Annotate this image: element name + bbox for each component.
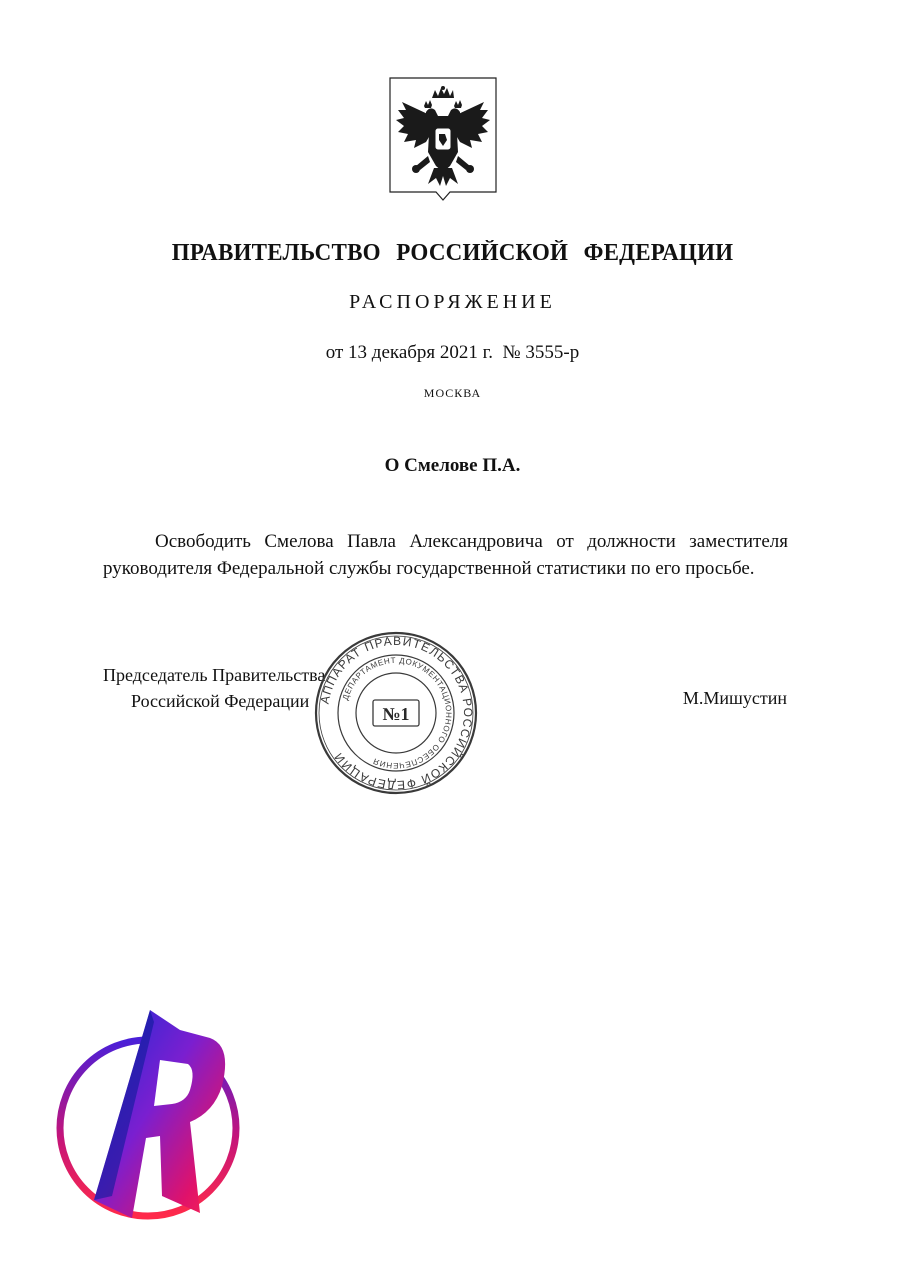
- signatory-title: [103, 662, 325, 714]
- logo-letter-r: [94, 1010, 225, 1218]
- document-body: Освободить Смелова Павла Александровича от должности заместителя руководителя Федеральной службы государственной статистики по его просьбе.: [103, 531, 788, 579]
- document-type: РАСПОРЯЖЕНИЕ: [349, 291, 556, 313]
- seal-outer-text: АППАРАТ ПРАВИТЕЛЬСТВА РОССИЙСКОЙ ФЕДЕРАЦИИ: [317, 633, 476, 793]
- signatory-name: М.Мишустин: [682, 688, 787, 708]
- coat-of-arms-emblem: [388, 76, 498, 202]
- seal-inner-text: ДЕПАРТАМЕНТ ДОКУМЕНТАЦИОННОГО ОБЕСПЕЧЕНИЯ: [340, 655, 454, 771]
- date-and-number: от 13 декабря 2021 г. № 3555-р: [325, 342, 580, 363]
- signatory-title-line2: Российской Федерации: [131, 691, 310, 711]
- city: МОСКВА: [423, 386, 482, 400]
- seal-number: №1: [382, 704, 410, 724]
- official-seal-stamp: [313, 630, 479, 796]
- signatory-title-line1: Председатель Правительства: [103, 665, 326, 685]
- document-subject: О Смелове П.А.: [384, 455, 521, 476]
- watermark-logo: [50, 1008, 250, 1223]
- government-heading: ПРАВИТЕЛЬСТВО РОССИЙСКОЙ ФЕДЕРАЦИИ: [171, 240, 734, 266]
